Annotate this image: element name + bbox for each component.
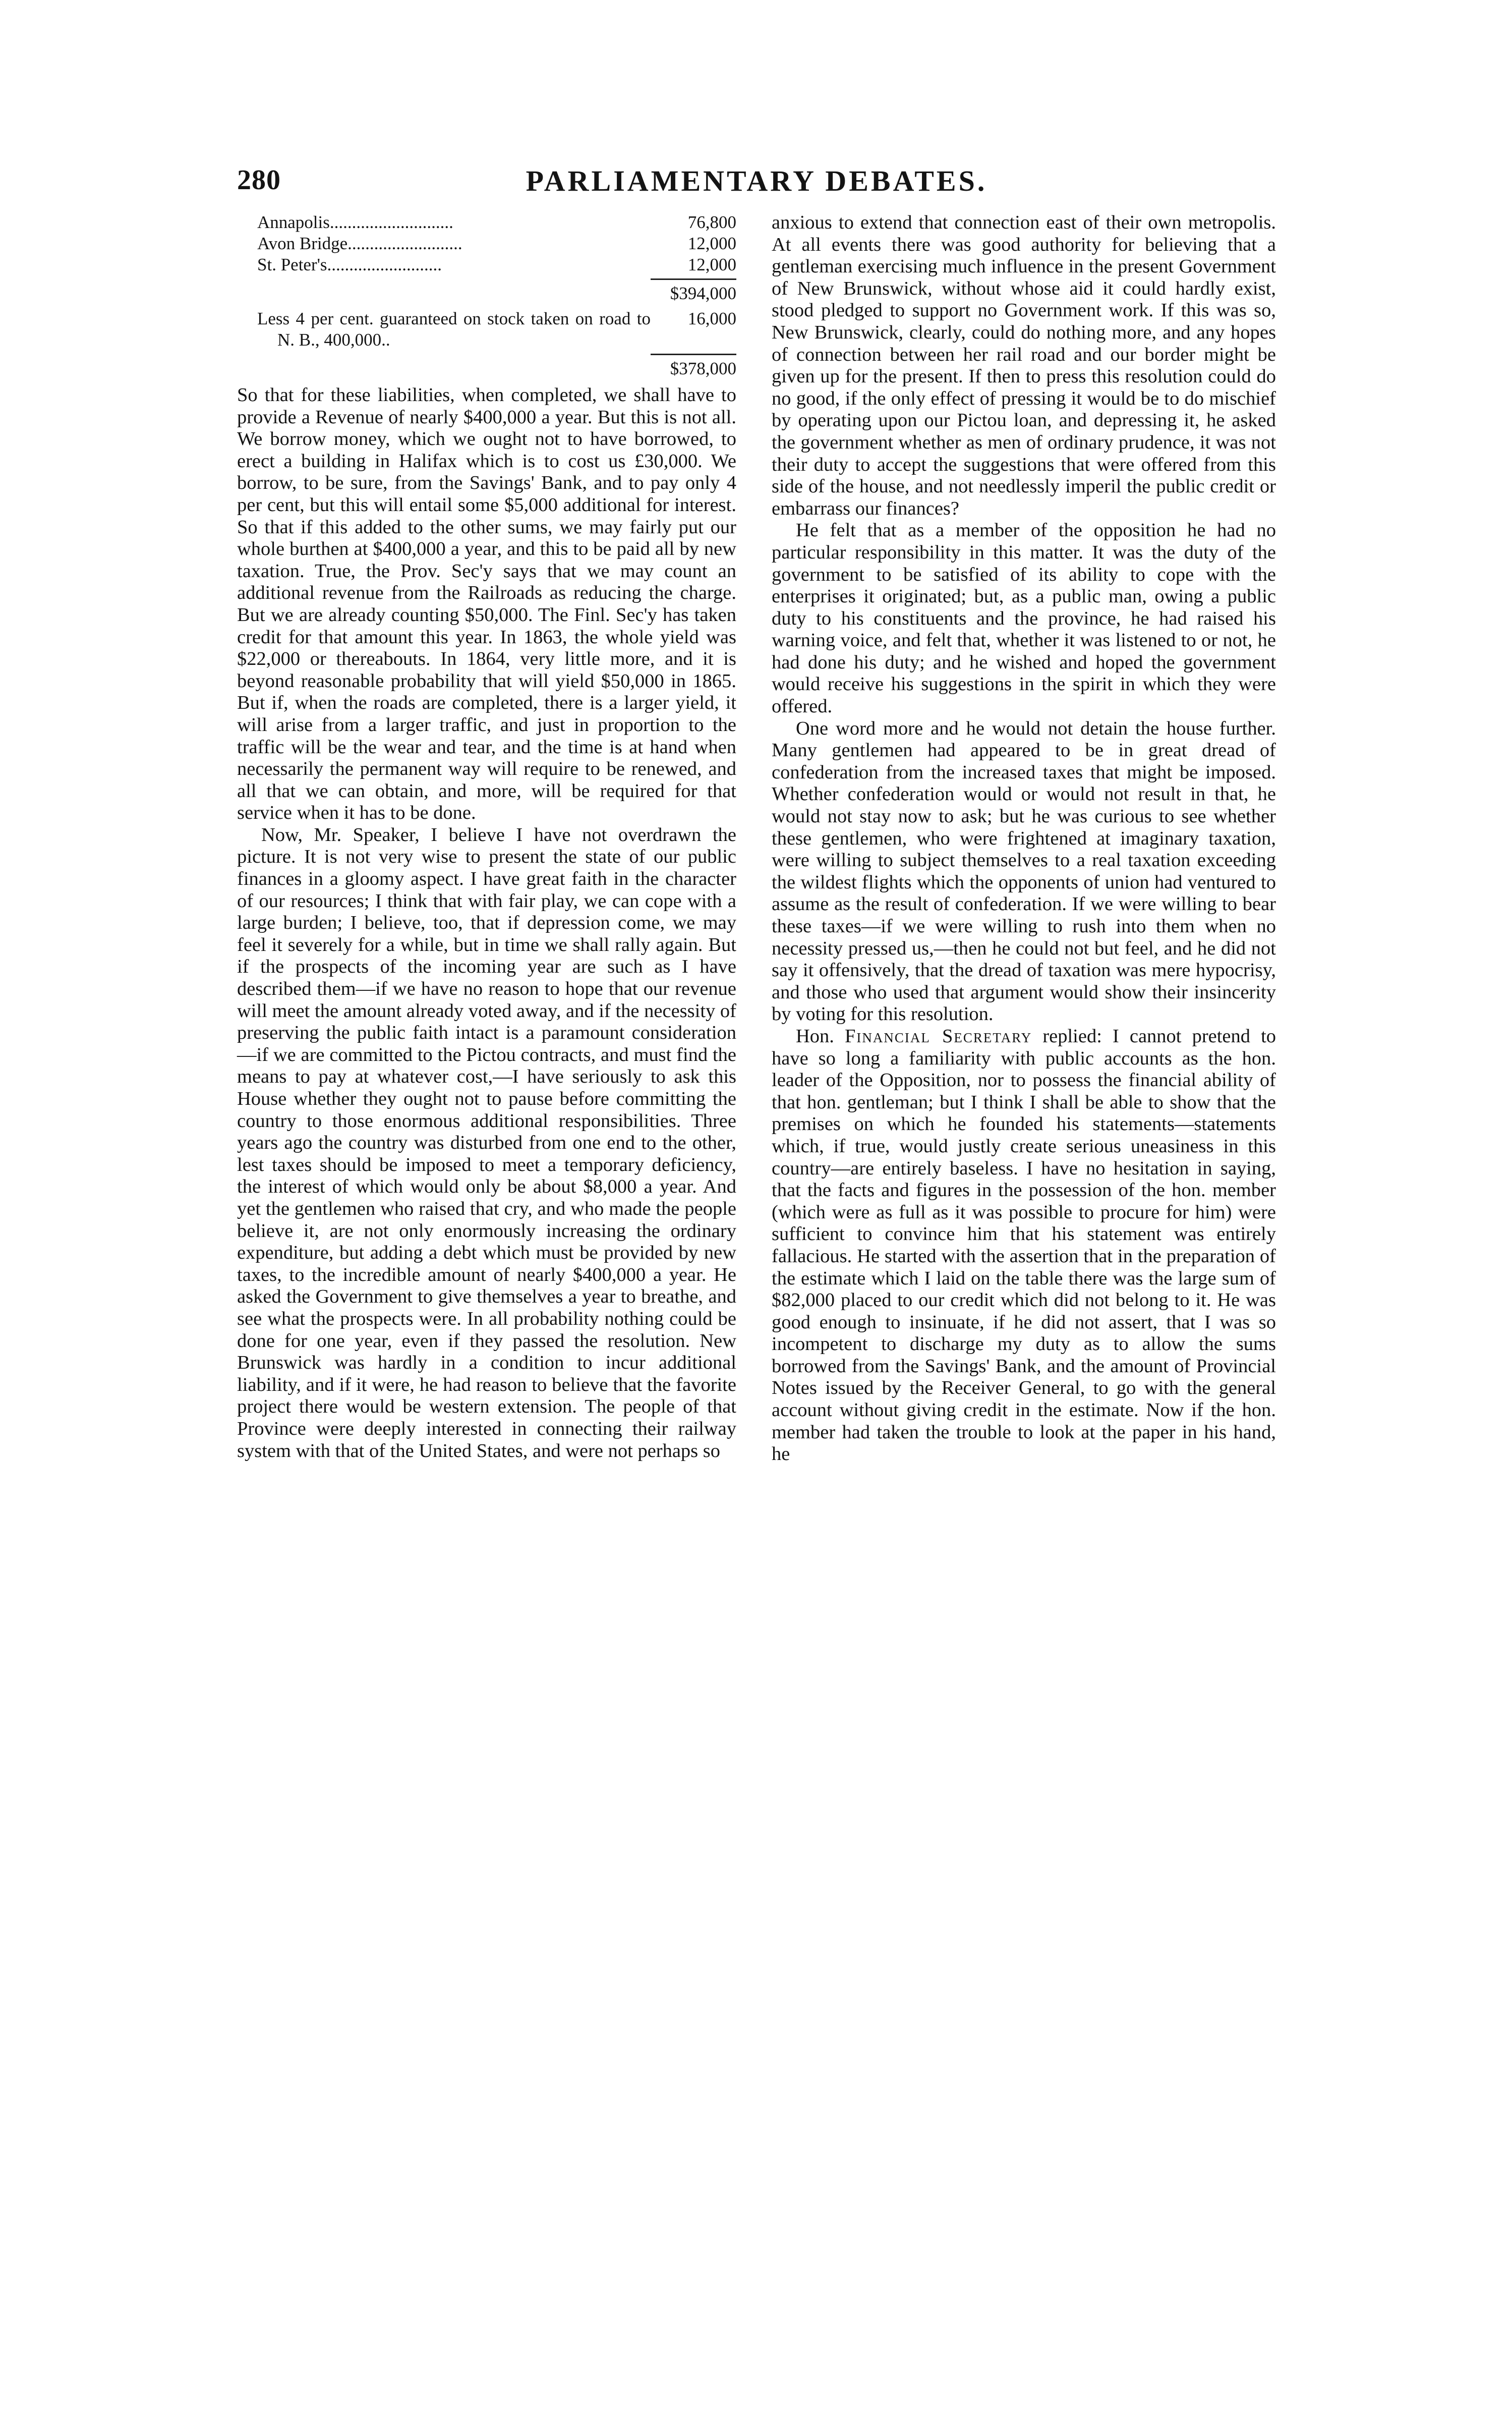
ledger-subtotal-row	[237, 283, 736, 304]
ledger-row	[237, 212, 736, 233]
ledger-rule	[651, 354, 736, 355]
ledger-subtotal: $394,000	[670, 284, 736, 303]
body-paragraph: He felt that as a member of the opposition he had no particular responsibility in this matter. It was the duty of the government to be satisfied of its ability to cope with the enterprises it originated; but, as a public man, owing a public duty to his constituents and the province, he had raised his warning voice, and felt that, whether it was listened to or not, he had done his duty; and he wished and hoped the government would receive his suggestions in the spirit in which they were offered.	[772, 520, 1276, 717]
ledger-rule	[651, 278, 736, 280]
body-paragraph: So that for these liabilities, when completed, we shall have to provide a Revenue of nearly $400,000 a year. But this is not all. We borrow money, which we ought not to have borrowed, to erect a building in Halifax which is to cost us £30,000. We borrow, to be sure, from the Savings' Bank, and to pay only 4 per cent, but this will entail some $5,000 additional for interest. So that if this added to the other sums, we may fairly put our whole burthen at $400,000 a year, and this to be paid all by new taxation. True, the Prov. Sec'y says that we may count an additional revenue from the Railroads as reducing the charge. But we are already counting $50,000. The Finl. Sec'y has taken credit for that amount this year. In 1863, the whole yield was $22,000 or thereabouts. In 1864, very little more, and it is beyond reasonable probability that will yield $50,000 in 1865. But if, when the roads are completed, there is a larger yield, it will arise from a larger traffic, and just in proportion to the traffic will be the wear and tear, and the time is at hand when necessarily the permanent way will require to be renewed, and all that we can obtain, and more, will be required for that service when it has to be done.	[237, 384, 736, 824]
speaker-text: replied: I cannot pretend to have so long a familiarity with public accounts as the hon. leader of the Opposition, nor to possess the financial ability of that hon. gentleman; but I think I shall be able to show that the premises on which he founded his statements—statements which, if true, would justly create serious uneasiness in this country—are entirely baseless. I have no hesitation in saying, that the facts and figures in the possession of the hon. member (which were as full as it was possible to procure for him) were sufficient to convince him that his statement was entirely fallacious. He started with the assertion that in the preparation of the estimate which I laid on the table there was the large sum of $82,000 placed to our credit which did not belong to it. He was good enough to insinuate, if he did not assert, that I was so incompetent to discharge my duty as to allow the sums borrowed from the Savings' Bank, and the amount of Provincial Notes issued by the Receiver General, to go with the general account without giving credit in the estimate. Now if the hon. member had taken the trouble to look at the paper in his hand, he	[772, 1025, 1276, 1465]
ledger-row-amount: 12,000	[687, 255, 736, 274]
ledger-table	[237, 212, 736, 379]
ledger-total-row	[237, 358, 736, 379]
ledger-less-amount: 16,000	[687, 309, 736, 328]
body-paragraph: anxious to extend that connection east of their own metropolis. At all events there was good authority for believing that a gentleman exercising much influence in the present Government of New Brunswick, without whose aid it could hardly exist, stood pledged to support no Government work. If this was so, New Brunswick, clearly, could do nothing more, and any hopes of connection between her rail road and our border might be given up for the present. If then to press this resolution could do no good, if the only effect of pressing it would be to do mischief by operating upon our Pictou loan, and depressing it, he asked the government whether as men of ordinary prudence, it was not their duty to accept the suggestions that were offered from this side of the house, and not needlessly imperil the public credit or embarrass our finances?	[772, 212, 1276, 519]
page-number: 280	[237, 164, 281, 196]
right-column	[772, 212, 1276, 1466]
body-paragraph: Now, Mr. Speaker, I believe I have not overdrawn the picture. It is not very wise to present the state of our public finances in a gloomy aspect. I have great faith in the character of our resources; I think that with fair play, we can cope with a large burden; I believe, too, that if depression come, we may feel it severely for a while, but in time we shall rally again. But if the prospects of the incoming year are such as I have described them—if we have no reason to hope that our revenue will meet the amount already voted away, and if the necessity of preserving the public faith intact is a paramount consideration—if we are committed to the Pictou contracts, and must find the means to pay at whatever cost,—I have seriously to ask this House whether they ought not to pause before committing the country to those enormous additional responsibilities. Three years ago the country was disturbed from one end to the other, lest taxes should be imposed to meet a temporary deficiency, the interest of which would only be about $8,000 a year. And yet the gentlemen who raised that cry, and who made the people believe it, are not only enormously increasing the ordinary expenditure, but adding a debt which must be provided by new taxes, to the incredible amount of nearly $400,000 a year. He asked the Government to give themselves a year to breathe, and see what the prospects were. In all probability nothing could be done for one year, even if they passed the resolution. New Brunswick was hardly in a condition to incur additional liability, and if it were, he had reason to believe that the favorite project there would be western extension. The people of that Province were deeply interested in connecting their railway system with that of the United States, and were not perhaps so	[237, 824, 736, 1462]
ledger-row-amount: 76,800	[687, 212, 736, 232]
speaker-paragraph	[772, 1026, 1276, 1466]
left-column	[237, 212, 736, 1462]
ledger-less-label: Less 4 per cent. guaranteed on stock taken on road to N. B., 400,000..	[257, 309, 651, 350]
speaker-prefix: Hon.	[796, 1025, 834, 1047]
page-title: PARLIAMENTARY DEBATES.	[526, 164, 987, 197]
ledger-row	[237, 254, 736, 275]
ledger-row-label: St. Peter's..........................	[257, 255, 442, 274]
ledger-row-label: Avon Bridge..........................	[257, 234, 462, 253]
speaker-name: Financial Secretary	[845, 1025, 1032, 1047]
ledger-row	[237, 233, 736, 254]
ledger-total: $378,000	[670, 359, 736, 378]
ledger-row-label: Annapolis............................	[257, 212, 453, 232]
page-header	[237, 164, 1276, 204]
ledger-less-row	[237, 308, 736, 351]
ledger-row-amount: 12,000	[687, 234, 736, 253]
body-paragraph: One word more and he would not detain the house further. Many gentlemen had appeared to be in great dread of confederation from the increased taxes that might be imposed. Whether confederation would or would not result in that, he would not stay now to ask; but he was curious to see whether these gentlemen, who were frightened at imaginary taxation, were willing to subject themselves to a real taxation exceeding the wildest flights which the opponents of union had ventured to assume as the result of confederation. If we were willing to bear these taxes—if we were willing to rush into them when no necessity pressed us,—then he could not but feel, and he did not say it offensively, that the dread of taxation was mere hypocrisy, and those who used that argument would show their insincerity by voting for this resolution.	[772, 717, 1276, 1025]
